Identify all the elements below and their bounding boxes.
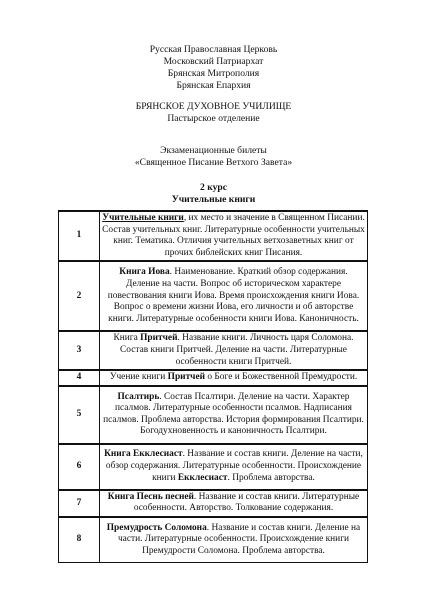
- ticket-number: 5: [59, 386, 100, 444]
- ticket-text: [100, 444, 368, 490]
- ticket-text: [100, 490, 368, 517]
- ticket-number: 1: [59, 211, 100, 261]
- ticket-prefix: Учение книги: [109, 372, 168, 383]
- ticket-prefix: Книга: [113, 333, 141, 344]
- course-year: 2 курс: [200, 182, 227, 193]
- table-row: [59, 444, 368, 490]
- ticket-body: . Название и состав книги. Деление на части. Литературные особенности. Происхождение книги Премудрости Соломона. Проблема авторства.: [117, 522, 361, 556]
- ticket-title: Притчей: [167, 372, 206, 383]
- ticket-text: [100, 386, 368, 444]
- tickets-table: [58, 210, 368, 563]
- ticket-body: . Наименование. Краткий обзор содержания. Деление на части. Вопрос об историческом характере повествования книги Иова. Время происхождения книги Иова. Вопрос о времени жизни Иова, его личности и об авторстве книги. Литературные особенности книги Иова. Каноничность.: [107, 267, 360, 324]
- ticket-text: [100, 211, 368, 261]
- table-row: [59, 386, 368, 444]
- ticket-number: 8: [59, 517, 100, 563]
- header-line-patriarchate: Московский Патриархат: [163, 56, 264, 67]
- course-section: Учительные книги: [171, 194, 256, 205]
- ticket-title: Книга Екклесиаст: [104, 449, 183, 460]
- ticket-title: Премудрость Соломона: [106, 522, 207, 533]
- ticket-text: [100, 517, 368, 563]
- school-department: Пастырское отделение: [167, 113, 260, 124]
- ticket-title: Притчей: [140, 333, 178, 344]
- table-row: [59, 517, 368, 563]
- ticket-title: Книга Песнь песней: [107, 491, 194, 502]
- ticket-number: 3: [59, 331, 100, 370]
- ticket-number: 2: [59, 261, 100, 331]
- table-row: [59, 490, 368, 517]
- header-line-church: Русская Православная Церковь: [149, 44, 278, 55]
- header-line-eparchy: Брянская Епархия: [176, 80, 251, 91]
- ticket-title: Псалтирь: [117, 391, 160, 402]
- ticket-body: . Название и состав книги. Деление на части, обзор содержания. Литературные особенности. Происхождение книги: [105, 449, 363, 483]
- ticket-number: 7: [59, 490, 100, 517]
- ticket-body: . Название книги. Личность царя Соломона. Состав книги Притчей. Деление на части. Литературные особенности книги Притчей.: [120, 333, 354, 367]
- ticket-body: , их место и значение в Священном Писании. Состав учительных книг. Литературные особенности учительных книг. Тематика. Отличия учительных ветхозаветных книг от прочих библейских книг Писания.: [102, 213, 365, 258]
- ticket-text: [100, 370, 368, 386]
- ticket-body-secondary: . Проблема авторства.: [227, 472, 315, 483]
- ticket-number: 4: [59, 370, 100, 386]
- ticket-body: . Состав Псалтири. Деление на части. Характер псалмов. Литературные особенности псалмов. Надписания псалмов. Проблема авторства. История формирования Псалтири. Богодухновенность и каноничность Псалтири.: [103, 391, 364, 437]
- ticket-number: 6: [59, 444, 100, 490]
- exam-subject: «Священное Писание Ветхого Завета»: [134, 157, 293, 168]
- ticket-body: о Боге и Божественной Премудрости.: [205, 372, 358, 383]
- exam-header: [0, 145, 427, 169]
- course-header: [0, 182, 427, 206]
- table-row: [59, 331, 368, 370]
- church-header: [0, 44, 427, 92]
- ticket-body: . Название и состав книги. Литературные особенности. Авторство. Толкование содержания.: [133, 491, 360, 514]
- table-row: [59, 370, 368, 386]
- table-row: [59, 211, 368, 261]
- ticket-title: Книга Иова: [119, 267, 170, 278]
- school-header: [0, 101, 427, 125]
- table-row: [59, 261, 368, 331]
- ticket-title: Учительные книги: [102, 213, 184, 223]
- ticket-text: [100, 331, 368, 370]
- ticket-text: [100, 261, 368, 331]
- exam-title: Экзаменационные билеты: [160, 145, 267, 156]
- ticket-title-secondary: Екклесиаст: [177, 472, 228, 483]
- header-line-metropolis: Брянская Митрополия: [167, 68, 260, 79]
- school-name: БРЯНСКОЕ ДУХОВНОЕ УЧИЛИЩЕ: [135, 101, 292, 112]
